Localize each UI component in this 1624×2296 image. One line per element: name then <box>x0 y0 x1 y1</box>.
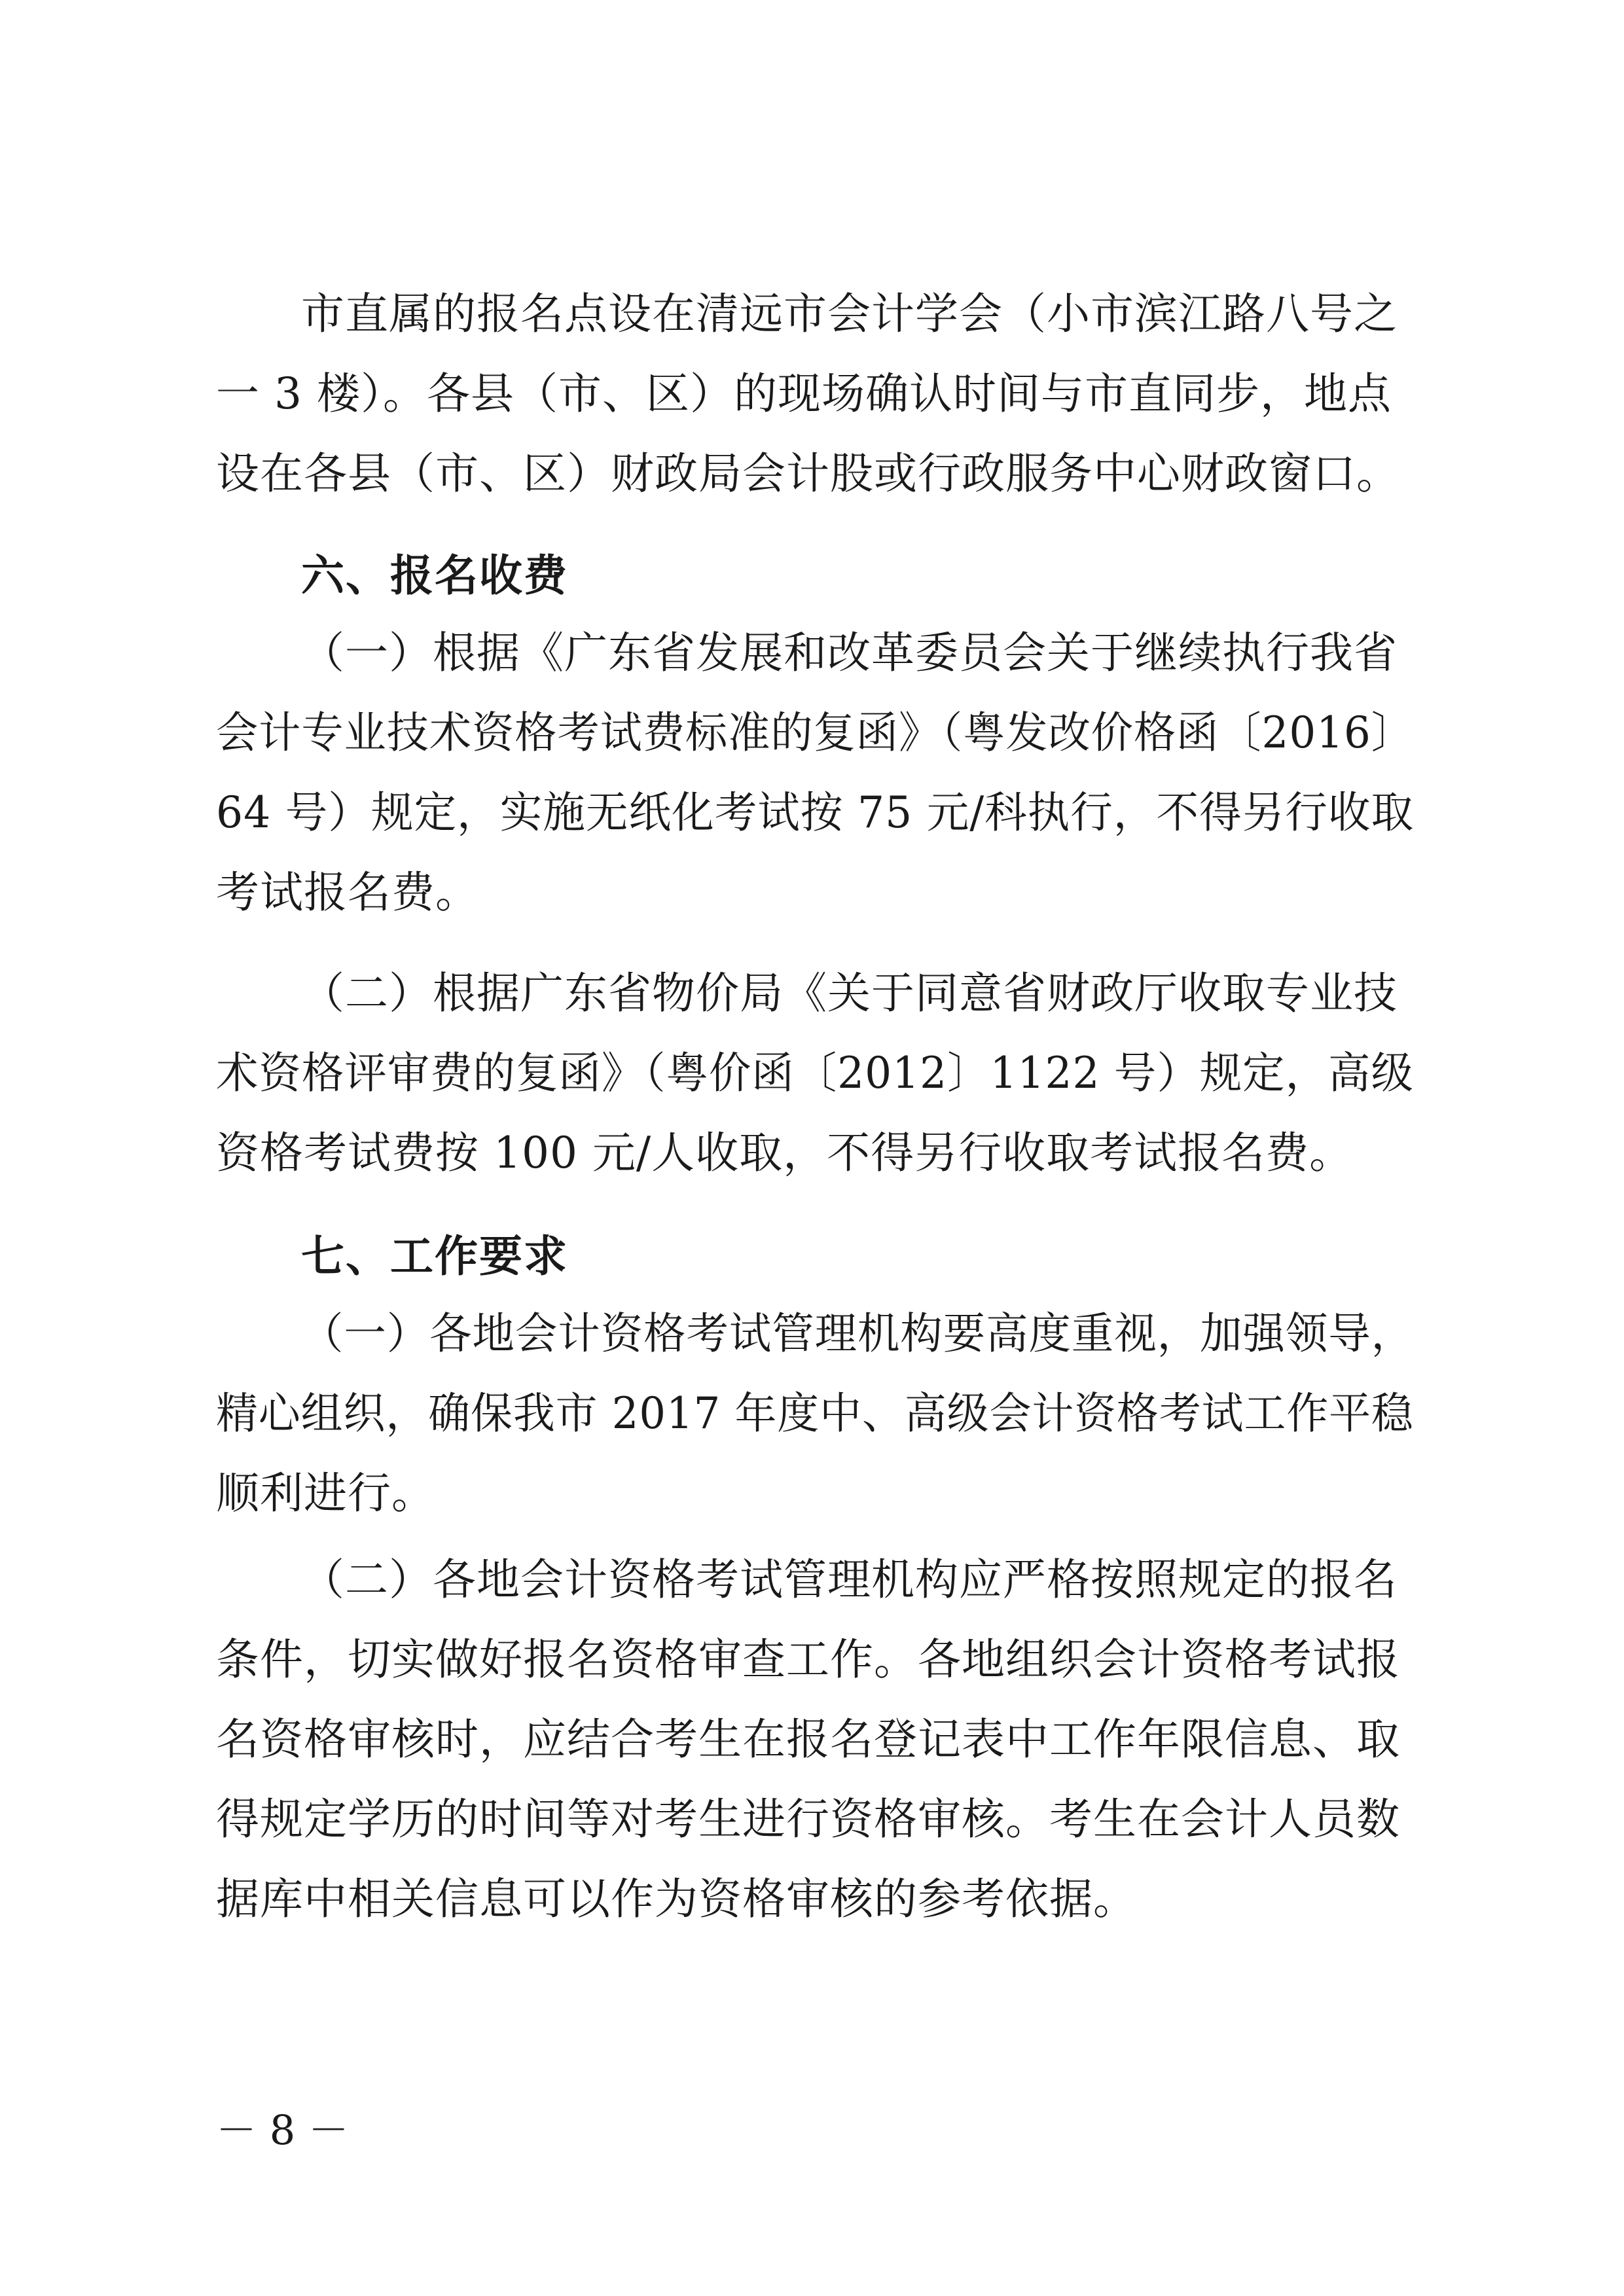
paragraph-line: 资格考试费按 100 元/人收取，不得另行收取考试报名费。 <box>216 1128 1354 1178</box>
paragraph-line: （一）各地会计资格考试管理机构要高度重视，加强领导， <box>301 1308 1415 1359</box>
section-heading-work-requirements: 七、工作要求 <box>301 1231 568 1282</box>
paragraph-line: （二）各地会计资格考试管理机构应严格按照规定的报名 <box>301 1554 1398 1605</box>
paragraph-line: 条件，切实做好报名资格审查工作。各地组织会计资格考试报 <box>216 1634 1400 1685</box>
paragraph-line: （二）根据广东省物价局《关于同意省财政厅收取专业技 <box>301 968 1398 1018</box>
paragraph-line: 会计专业技术资格考试费标准的复函》（粤发改价格函〔2016〕 <box>216 708 1414 758</box>
paragraph-line: 64 号）规定，实施无纸化考试按 75 元/科执行，不得另行收取 <box>216 787 1415 838</box>
paragraph-line: 精心组织，确保我市 2017 年度中、高级会计资格考试工作平稳 <box>216 1388 1414 1439</box>
paragraph-line: 考试报名费。 <box>216 867 479 918</box>
paragraph-line: 据库中相关信息可以作为资格审核的参考依据。 <box>216 1874 1137 1924</box>
paragraph-line: 市直属的报名点设在清远市会计学会（小市滨江路八号之 <box>301 289 1398 339</box>
paragraph-line: 设在各县（市、区）财政局会计股或行政服务中心财政窗口。 <box>216 448 1400 499</box>
section-heading-fees: 六、报名收费 <box>301 550 568 601</box>
paragraph-line: 得规定学历的时间等对考生进行资格审核。考生在会计人员数 <box>216 1794 1400 1844</box>
paragraph-line: 顺利进行。 <box>216 1468 435 1518</box>
paragraph-line: 名资格审核时，应结合考生在报名登记表中工作年限信息、取 <box>216 1714 1400 1765</box>
page-number: － 8 － <box>216 2106 349 2154</box>
paragraph-line: 术资格评审费的复函》（粤价函〔2012〕1122 号）规定，高级 <box>216 1048 1414 1098</box>
paragraph-line: 一 3 楼）。各县（市、区）的现场确认时间与市直同步，地点 <box>216 368 1392 419</box>
paragraph-line: （一）根据《广东省发展和改革委员会关于继续执行我省 <box>301 628 1398 678</box>
